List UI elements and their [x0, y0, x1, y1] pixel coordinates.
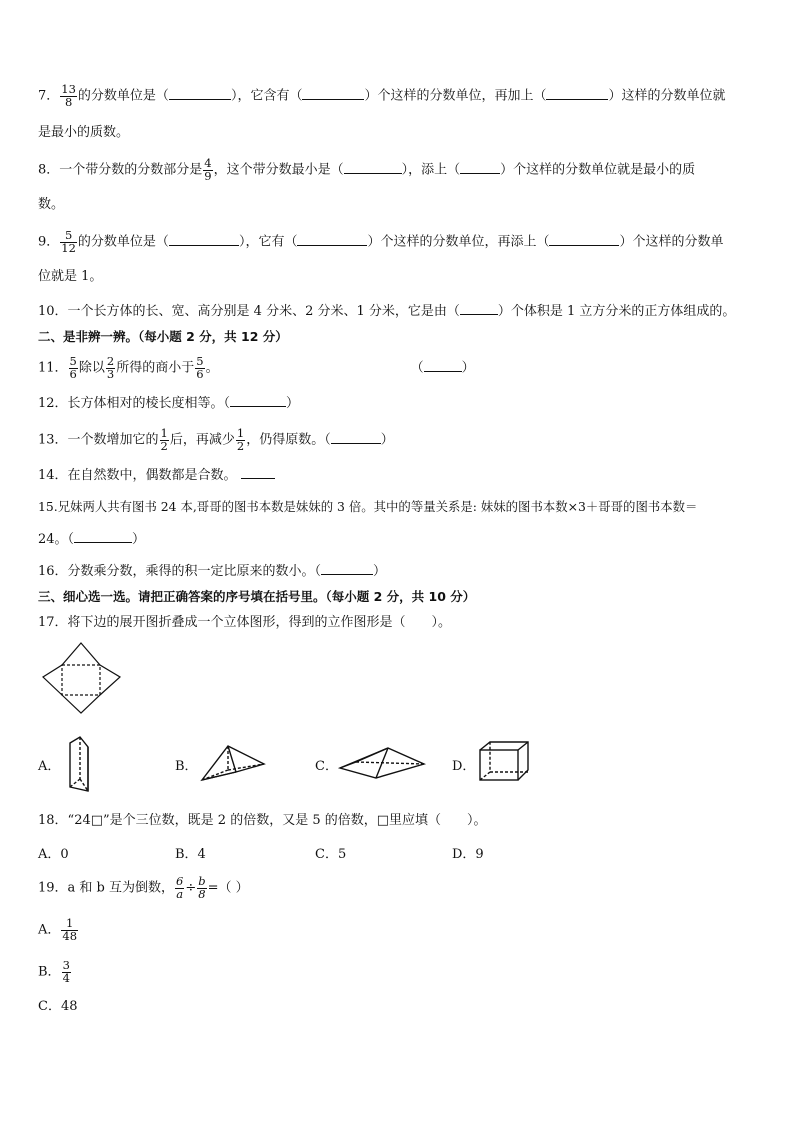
- question-number: 7．: [38, 88, 60, 104]
- answer-blank[interactable]: [169, 233, 239, 246]
- fraction: $\frac{4}{9}$: [204, 156, 212, 183]
- answer-blank[interactable]: [297, 233, 367, 246]
- question-11: 11． $\frac{5}{6}$ 除以 $\frac{2}{3}$ 所得的商小于 $\frac{5}{6}$ 。 （ ）: [38, 354, 475, 381]
- option-c-label[interactable]: C．: [315, 759, 338, 774]
- option-a[interactable]: A． $\frac{1}{48}$: [38, 916, 78, 943]
- tall-prism-shape: [64, 735, 106, 793]
- fraction: $\frac{b}{8}$: [198, 874, 206, 901]
- section-heading-2: 二、是非辨一辨。（每小题 2 分，共 12 分）: [38, 329, 288, 344]
- question-9-line-2: 位就是 1。: [38, 269, 103, 284]
- question-8-line-2: 数。: [38, 197, 65, 212]
- question-16: 16．分数乘分数，乘得的积一定比原来的数小。（ ）: [38, 564, 387, 579]
- question-14: 14．在自然数中，偶数都是合数。: [38, 466, 275, 485]
- option-b-label[interactable]: B．: [175, 759, 198, 774]
- fraction: $\frac{13}{8}$: [61, 82, 76, 109]
- net-diagram: [40, 640, 124, 716]
- answer-blank[interactable]: [460, 302, 498, 315]
- question-8-line-1: 8．一个带分数的分数部分是 $\frac{4}{9}$ ，这个带分数最小是（ ），添上（ ）个这样的分数单位就是最小的质: [38, 156, 696, 183]
- option-b[interactable]: B． $\frac{3}{4}$: [38, 958, 70, 985]
- answer-blank[interactable]: [169, 87, 231, 100]
- fraction: $\frac{3}{4}$: [62, 958, 70, 985]
- question-18-stem: 18．“24□”是个三位数，既是 2 的倍数，又是 5 的倍数，□里应填（ ）。: [38, 813, 487, 828]
- fraction: $\frac{1}{2}$: [160, 426, 168, 453]
- option-b[interactable]: B．4: [175, 847, 206, 862]
- answer-blank[interactable]: [302, 87, 364, 100]
- option-a-label[interactable]: A．: [38, 759, 61, 774]
- option-c[interactable]: C．5: [315, 847, 347, 862]
- fraction: $\frac{5}{12}$: [61, 228, 76, 255]
- question-12: 12．长方体相对的棱长度相等。（ ）: [38, 396, 300, 411]
- cube-shape: [474, 738, 534, 784]
- answer-blank[interactable]: [321, 562, 373, 575]
- option-c[interactable]: C．48: [38, 999, 78, 1014]
- fraction: $\frac{5}{6}$: [69, 354, 77, 381]
- answer-blank[interactable]: [241, 466, 275, 479]
- question-13: 13．一个数增加它的 $\frac{1}{2}$ 后，再减少 $\frac{1}{2}$ ，仍得原数。（ ）: [38, 426, 394, 453]
- fraction: $\frac{1}{48}$: [62, 916, 78, 943]
- question-10: 10．一个长方体的长、宽、高分别是 4 分米、2 分米、1 分米，它是由（ ）个体积是 1 立方分米的正方体组成的。: [38, 304, 736, 319]
- fraction: $\frac{2}{3}$: [106, 354, 115, 381]
- section-heading-3: 三、细心选一选。请把正确答案的序号填在括号里。（每小题 2 分，共 10 分）: [38, 589, 476, 604]
- answer-blank[interactable]: [549, 233, 619, 246]
- question-7-line-1: 7． $\frac{13}{8}$ 的分数单位是（ ），它含有（ ）个这样的分数单位，再加上（ ）这样的分数单位就: [38, 82, 726, 109]
- answer-blank[interactable]: [230, 394, 286, 407]
- question-15-line-2: 24。（ ）: [38, 532, 146, 547]
- pyramid-shape: [198, 740, 270, 784]
- fraction: $\frac{1}{2}$: [236, 426, 245, 453]
- question-9-line-1: 9． $\frac{5}{12}$ 的分数单位是（ ），它有（ ）个这样的分数单位，再添上（ ）个这样的分数单: [38, 228, 724, 255]
- answer-blank[interactable]: [424, 359, 462, 372]
- option-d[interactable]: D．9: [452, 847, 484, 862]
- fraction: $\frac{5}{6}$: [196, 354, 204, 381]
- question-7-line-2: 是最小的质数。: [38, 125, 130, 140]
- answer-blank[interactable]: [546, 87, 608, 100]
- question-17-stem: 17．将下边的展开图折叠成一个立体图形，得到的立作图形是（ ）。: [38, 615, 452, 630]
- question-19-stem: 19．a 和 b 互为倒数， $\frac{6}{a}$ ÷ $\frac{b}{8}$ =（ ）: [38, 874, 249, 901]
- answer-blank[interactable]: [344, 161, 402, 174]
- answer-blank[interactable]: [74, 530, 132, 543]
- question-15-line-1: 15.兄妹两人共有图书 24 本,哥哥的图书本数是妹妹的 3 倍。其中的等量关系是: 妹妹的图书本数×3＋哥哥的图书本数＝: [38, 499, 698, 514]
- answer-blank[interactable]: [460, 161, 500, 174]
- answer-blank[interactable]: [331, 431, 381, 444]
- option-a[interactable]: A．0: [38, 847, 69, 862]
- wedge-prism-shape: [336, 740, 428, 782]
- fraction: $\frac{6}{a}$: [176, 874, 184, 901]
- option-d-label[interactable]: D．: [452, 759, 476, 774]
